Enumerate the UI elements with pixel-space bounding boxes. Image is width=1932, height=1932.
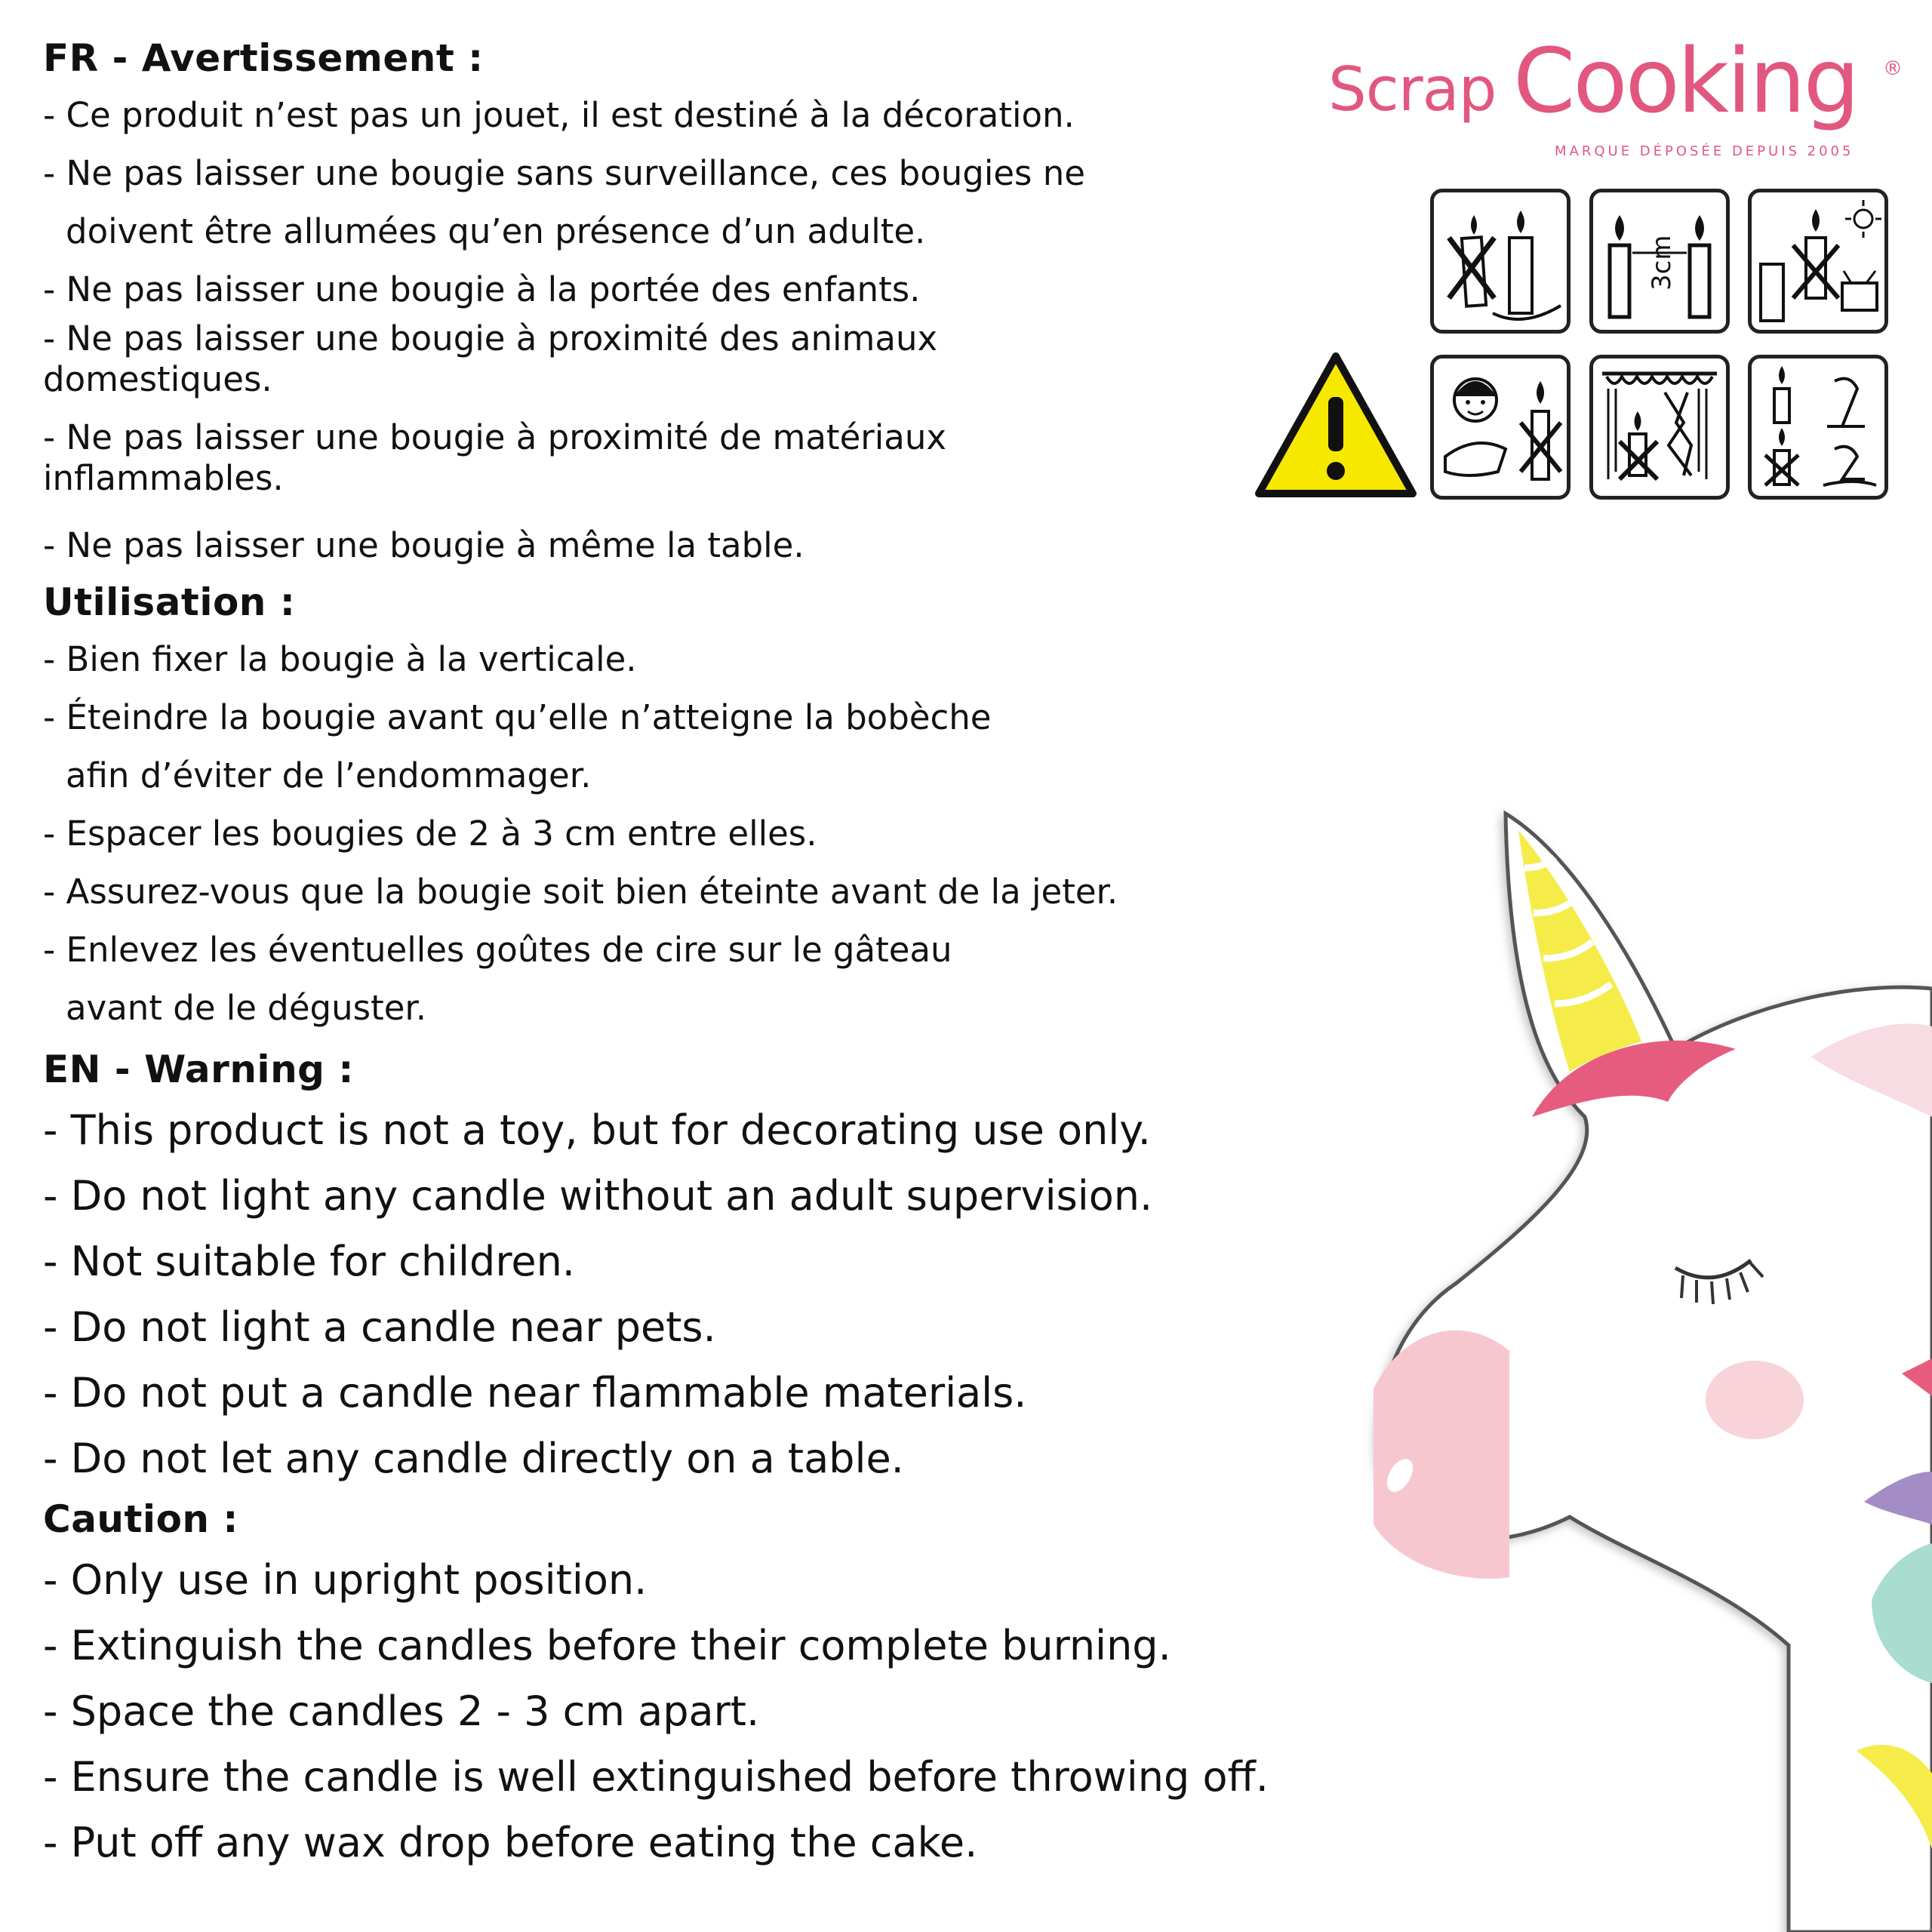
fr-usage-line: - Assurez-vous que la bougie soit bien éteinte avant de la jeter.	[43, 872, 1118, 912]
fr-usage-line: - Éteindre la bougie avant qu’elle n’atteigne la bobèche	[43, 697, 992, 737]
candle-draft-icon	[1748, 355, 1888, 500]
logo-cooking-text: Cooking	[1513, 29, 1858, 133]
fr-warning-line: - Ne pas laisser une bougie sans surveillance, ces bougies ne	[43, 153, 1085, 193]
en-caution-title: Caution :	[43, 1497, 238, 1541]
en-warning-line: - Do not light any candle without an adult supervision.	[43, 1172, 1153, 1220]
fr-warning-line: inflammables.	[43, 458, 284, 498]
en-warning-line: - Not suitable for children.	[43, 1238, 575, 1285]
fr-warning-line: - Ce produit n’est pas un jouet, il est destiné à la décoration.	[43, 95, 1075, 135]
en-warning-line: - This product is not a toy, but for decorating use only.	[43, 1106, 1151, 1154]
en-caution-line: - Extinguish the candles before their complete burning.	[43, 1622, 1171, 1669]
en-warning-line: - Do not light a candle near pets.	[43, 1303, 716, 1351]
unicorn-illustration	[1343, 800, 1932, 1932]
fr-warning-line: domestiques.	[43, 359, 272, 399]
candle-tilt-icon	[1430, 189, 1571, 334]
en-caution-line: - Only use in upright position.	[43, 1556, 648, 1604]
en-caution-line: - Put off any wax drop before eating the cake.	[43, 1819, 978, 1866]
en-warning-title: EN - Warning :	[43, 1048, 354, 1091]
candle-curtain-icon	[1589, 355, 1730, 500]
spacing-label: 3cm	[1647, 235, 1677, 291]
fr-usage-title: Utilisation :	[43, 580, 296, 624]
logo-scrap-text: Scrap	[1328, 54, 1497, 125]
en-caution-line: - Space the candles 2 - 3 cm apart.	[43, 1687, 760, 1735]
logo-tagline: MARQUE DÉPOSÉE DEPUIS 2005	[1555, 143, 1854, 159]
instructions-text	[43, 30, 1386, 1875]
fr-warning-line: - Ne pas laisser une bougie à proximité de matériaux	[43, 417, 946, 457]
fr-usage-line: - Bien fixer la bougie à la verticale.	[43, 639, 637, 679]
en-warning-line: - Do not put a candle near flammable materials.	[43, 1369, 1027, 1417]
fr-usage-line: avant de le déguster.	[66, 988, 427, 1028]
fr-warning-line: - Ne pas laisser une bougie à proximité des animaux	[43, 318, 938, 358]
logo-registered-mark: ®	[1883, 57, 1903, 80]
fr-warning-line: - Ne pas laisser une bougie à même la table.	[43, 525, 804, 565]
fr-warning-line: doivent être allumées qu’en présence d’un adulte.	[66, 211, 926, 251]
fr-usage-line: afin d’éviter de l’endommager.	[66, 755, 592, 795]
en-warning-line: - Do not let any candle directly on a table.	[43, 1435, 904, 1482]
en-caution-line: - Ensure the candle is well extinguished before throwing off.	[43, 1753, 1269, 1801]
fr-usage-line: - Enlevez les éventuelles goûtes de cire sur le gâteau	[43, 930, 952, 970]
candle-heat-source-icon	[1748, 189, 1888, 334]
fr-usage-line: - Espacer les bougies de 2 à 3 cm entre elles.	[43, 814, 817, 854]
candle-spacing-icon	[1589, 189, 1730, 334]
fr-warning-line: - Ne pas laisser une bougie à la portée des enfants.	[43, 269, 921, 309]
fr-warning-title: FR - Avertissement :	[43, 36, 484, 80]
candle-child-icon	[1430, 355, 1571, 500]
scrapcooking-logo	[1328, 29, 1903, 159]
